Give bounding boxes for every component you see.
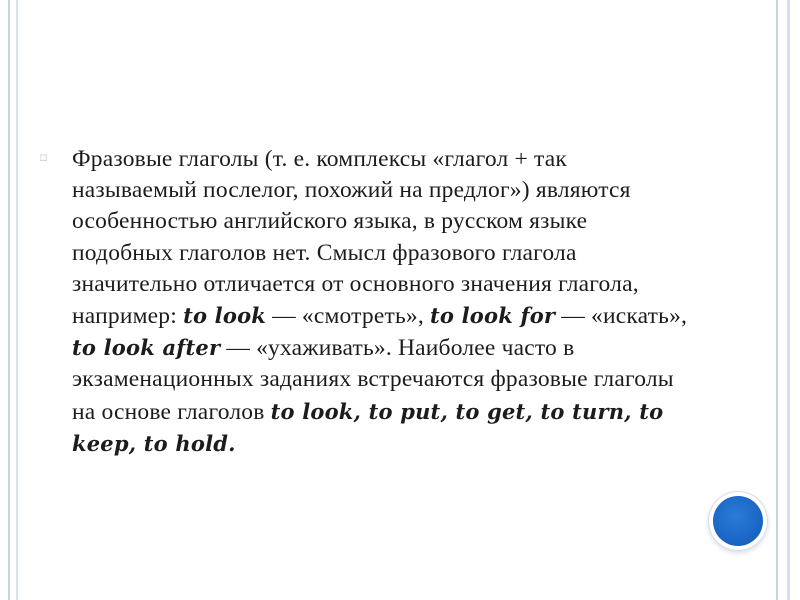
right-border-decoration <box>776 0 790 600</box>
slide-content <box>40 144 690 460</box>
phrasal-verb-example: to look <box>183 303 267 329</box>
paragraph-text-run: — «ухаживать». Наиболее часто в экзаменационных заданиях встречаются фразовые глаголы на основе глаголов <box>72 335 674 425</box>
phrasal-verb-example: to look, to put, to get, to turn, to keep, to hold. <box>72 398 664 456</box>
left-border-decoration <box>8 0 18 600</box>
phrasal-verb-example: to look after <box>72 335 221 361</box>
blue-circle-decoration <box>713 496 763 546</box>
bullet-icon: ⌑ <box>40 151 48 167</box>
paragraph-text-run: — «смотреть», <box>266 303 430 330</box>
bullet-item <box>40 144 690 460</box>
paragraph-text-run: — «искать», <box>555 303 688 330</box>
phrasal-verb-example: to look for <box>430 303 556 329</box>
body-paragraph <box>72 144 690 460</box>
paragraph-text-run: Фразовые глаголы (т. е. комплексы «глагол + так называемый послелог, похожий на предлог») являются особенностью английского языка, в русском языке подобных глаголов нет. Смысл фразового глагола значительно отличается от основного значения глагола, например: <box>72 146 639 330</box>
